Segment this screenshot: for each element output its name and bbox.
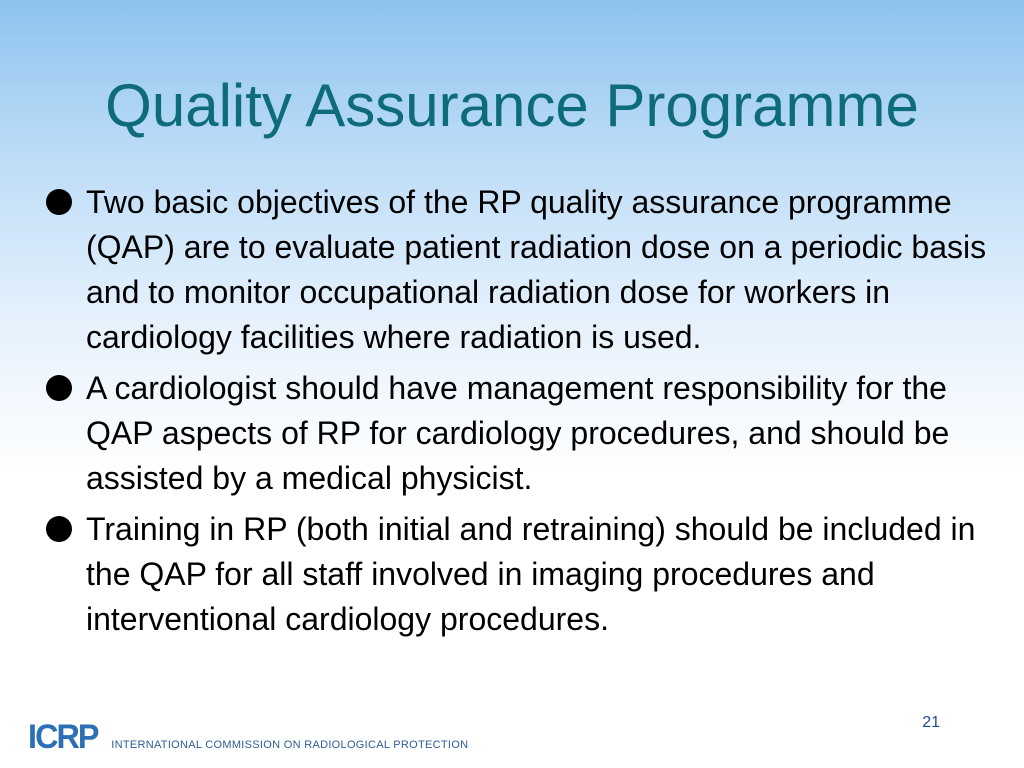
bullet-text: Training in RP (both initial and retraining) should be included in the QAP for all staff involved in imaging procedures and interventional cardiology procedures. bbox=[86, 511, 976, 637]
bullet-item bbox=[40, 366, 990, 501]
bullet-list bbox=[40, 180, 990, 648]
bullet-item bbox=[40, 180, 990, 360]
page-number: 21 bbox=[922, 714, 940, 731]
bullet-icon bbox=[46, 189, 72, 215]
bullet-icon bbox=[46, 516, 72, 542]
bullet-text: Two basic objectives of the RP quality assurance programme (QAP) are to evaluate patient radiation dose on a periodic basis and to monitor occupational radiation dose for workers in cardiology facilities where radiation is used. bbox=[86, 184, 987, 355]
icrp-logo bbox=[28, 718, 101, 756]
logo-text: ICRP bbox=[28, 718, 98, 756]
organization-name: INTERNATIONAL COMMISSION ON RADIOLOGICAL PROTECTION bbox=[111, 739, 469, 751]
bullet-icon bbox=[46, 375, 72, 401]
slide-title: Quality Assurance Programme bbox=[105, 72, 919, 139]
footer bbox=[28, 718, 469, 756]
bullet-item bbox=[40, 507, 990, 642]
bullet-text: A cardiologist should have management responsibility for the QAP aspects of RP for cardiology procedures, and should be assisted by a medical physicist. bbox=[86, 370, 950, 496]
